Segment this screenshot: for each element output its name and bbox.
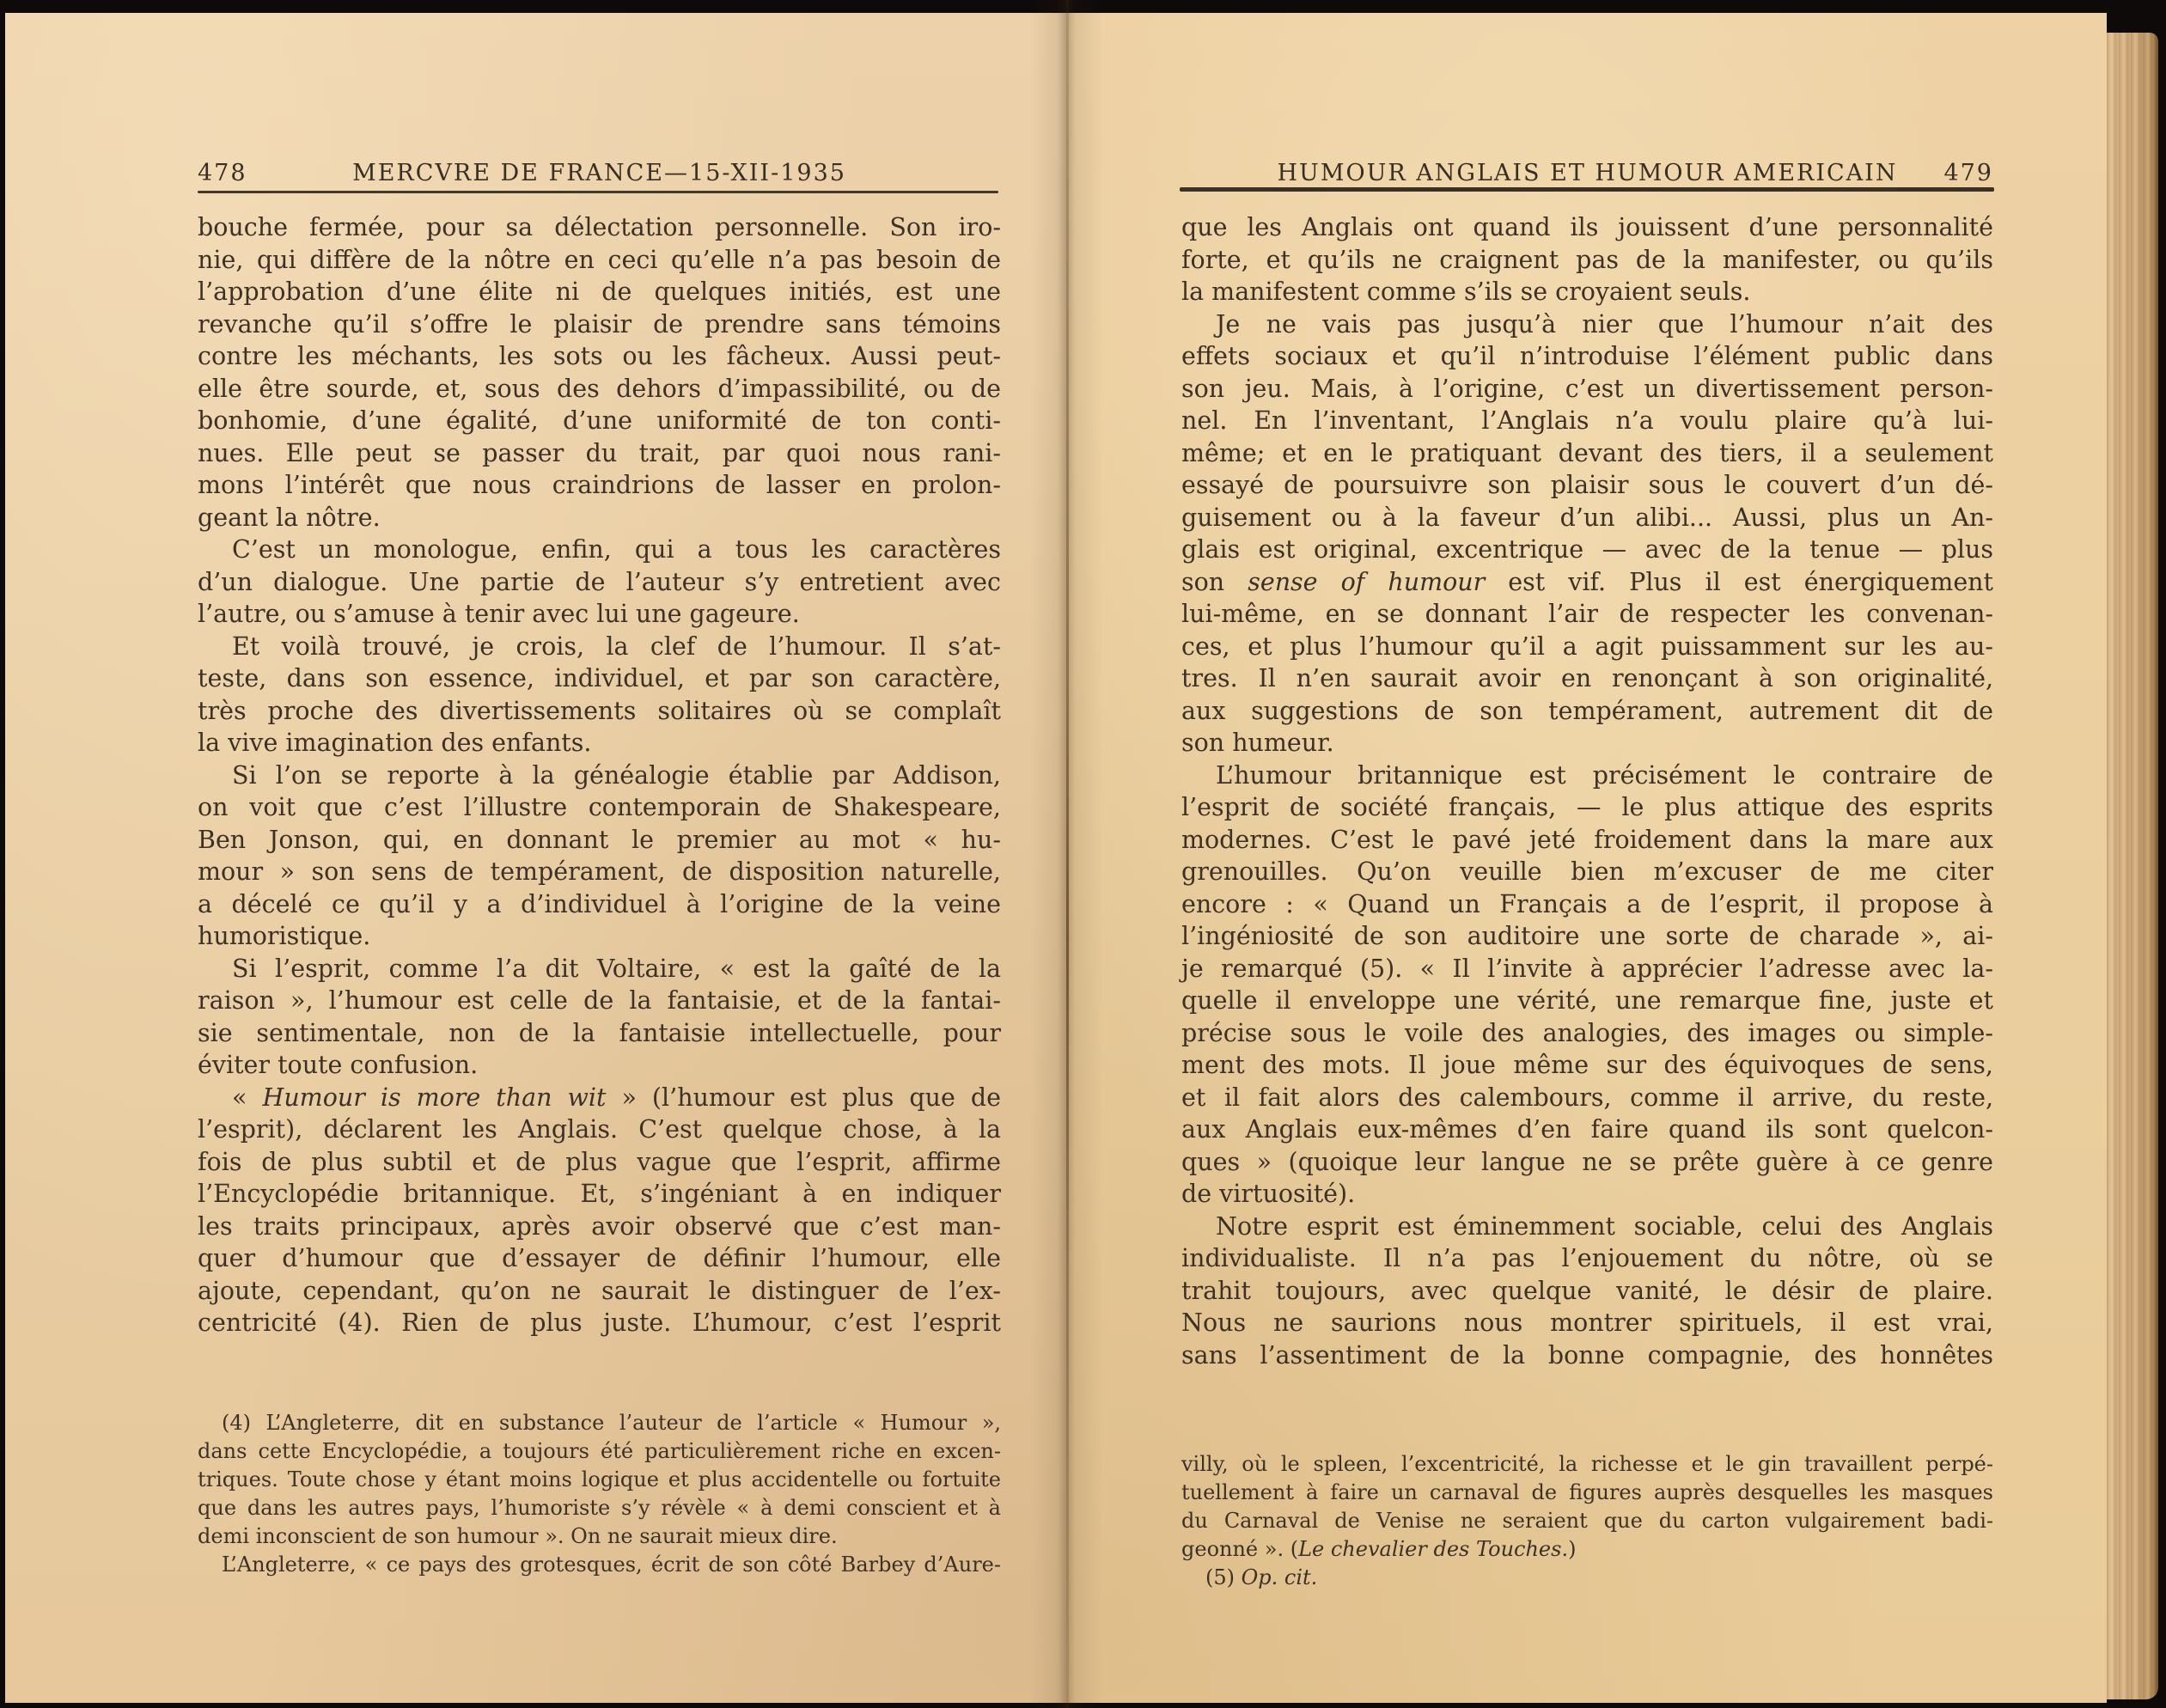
left-header-rule [198, 191, 998, 193]
text-line: encore : « Quand un Français a de l’esprit, il propose à [1181, 889, 1993, 918]
text-line: revanche qu’il s’offre le plaisir de prendre sans témoins [198, 309, 1001, 339]
paragraph [198, 631, 1001, 759]
text-line: l’esprit), déclarent les Anglais. C’est quelque chose, à la [198, 1115, 1001, 1144]
text-line: que les Anglais ont quand ils jouissent d’une personnalité [1181, 213, 1993, 241]
left-page-number: 478 [198, 160, 247, 186]
text-line: et il fait alors des calembours, comme il arrive, du reste, [1181, 1083, 1993, 1112]
text-line: d’un dialogue. Une partie de l’auteur s’y entretient avec [198, 567, 1001, 596]
text-line: guisement ou à la faveur d’un alibi... Aussi, plus un An- [1181, 503, 1993, 532]
paragraph [198, 1082, 1001, 1339]
text-line: quer d’humour que d’essayer de définir l’humour, elle [198, 1244, 1001, 1272]
text-line: Je ne vais pas jusqu’à nier que l’humour n’ait des [1216, 309, 1993, 339]
text-line: glais est original, excentrique — avec de la tenue — plus [1181, 535, 1993, 564]
text-line: (4) L’Angleterre, dit en substance l’auteur de l’article « Humour », [222, 1411, 1001, 1435]
text-line: ajoute, cependant, qu’on ne saurait le distinguer de l’ex- [198, 1276, 1001, 1305]
text-line: lui-même, en se donnant l’air de respecter les convenan- [1181, 600, 1993, 628]
text-line: modernes. C’est le pavé jeté froidement dans la mare aux [1181, 825, 1993, 854]
paragraph [1181, 1564, 1993, 1592]
text-line: ques » (quoique leur langue ne se prête guère à ce genre [1181, 1147, 1993, 1176]
paragraph [198, 1409, 1001, 1551]
text-line: forte, et qu’ils ne craignent pas de la manifester, ou qu’ils [1181, 245, 1993, 274]
text-line: son jeu. Mais, à l’origine, c’est un divertissement person- [1181, 374, 1993, 403]
text-line: individualiste. Il n’a pas l’enjouement du nôtre, où se [1181, 1244, 1993, 1272]
text-line: tuellement à faire un carnaval de figures auprès desquelles les masques [1181, 1480, 1993, 1504]
text-line: très proche des divertissements solitaires où se complaît [198, 696, 1001, 725]
text-line: les traits principaux, après avoir observé que c’est man- [198, 1211, 1001, 1241]
text-line: fois de plus subtil et de plus vague que l’esprit, affirme [198, 1147, 1001, 1176]
text-line: a décelé ce qu’il y a d’individuel à l’origine de la veine [198, 889, 1001, 918]
text-line: geonné ». (Le chevalier des Touches.) [1181, 1537, 1577, 1561]
right-page-number: 479 [1943, 160, 1993, 186]
right-page [1065, 13, 2107, 1703]
text-line: Si l’on se reporte à la généalogie établie par Addison, [232, 760, 1001, 790]
paragraph [1181, 308, 1993, 759]
text-line: (5) Op. cit. [1205, 1565, 1318, 1589]
text-line: centricité (4). Rien de plus juste. L’humour, c’est l’esprit [198, 1308, 1001, 1337]
text-line: que dans les autres pays, l’humoriste s’y révèle « à demi conscient et à [198, 1496, 1001, 1520]
text-line: éviter toute confusion. [198, 1051, 479, 1079]
text-line: l’approbation d’une élite ni de quelques initiés, est une [198, 278, 1001, 306]
text-line: l’ingéniosité de son auditoire une sorte de charade », ai- [1181, 922, 1993, 950]
text-line: triques. Toute chose y étant moins logique et plus accidentelle ou fortuite [198, 1467, 1001, 1491]
text-line: sie sentimentale, non de la fantaisie intellectuelle, pour [198, 1018, 1001, 1047]
text-line: son humeur. [1181, 729, 1334, 757]
paragraph [198, 1551, 1001, 1579]
text-line: dans cette Encyclopédie, a toujours été particulièrement riche en excen- [198, 1439, 1001, 1463]
text-line: demi inconscient de son humour ». On ne saurait mieux dire. [198, 1524, 838, 1548]
text-line: son sense of humour est vif. Plus il est énergiquement [1181, 567, 1993, 596]
text-line: geant la nôtre. [198, 503, 381, 532]
text-line: l’esprit de société français, — le plus attique des esprits [1181, 793, 1993, 821]
text-line: de virtuosité). [1181, 1180, 1356, 1208]
text-line: je remarqué (5). « Il l’invite à apprécier l’adresse avec la- [1181, 954, 1993, 983]
text-line: mour » son sens de tempérament, de disposition naturelle, [198, 857, 1001, 886]
book-fore-edge [2107, 33, 2158, 1699]
text-line: C’est un monologue, enfin, qui a tous les caractères [232, 535, 1001, 564]
text-line: effets sociaux et qu’il n’introduise l’élément public dans [1181, 342, 1993, 370]
text-line: villy, où le spleen, l’excentricité, la richesse et le gin travaillent perpé- [1181, 1452, 1993, 1476]
paragraph [1181, 1450, 1993, 1564]
text-line: nues. Elle peut se passer du trait, par quoi nous rani- [198, 438, 1001, 467]
text-line: mons l’intérêt que nous craindrions de lasser en prolon- [198, 471, 1001, 499]
text-line: on voit que c’est l’illustre contemporain de Shakespeare, [198, 793, 1001, 821]
text-line: l’autre, ou s’amuse à tenir avec lui une gageure. [198, 600, 800, 628]
text-line: grenouilles. Qu’on veuille bien m’excuser de me citer [1181, 857, 1993, 886]
text-line: « Humour is more than wit » (l’humour est plus que de [232, 1083, 1002, 1112]
text-line: Nous ne saurions nous montrer spirituels, il est vrai, [1181, 1308, 1993, 1337]
paragraph [1181, 211, 1993, 308]
text-line: Ben Jonson, qui, en donnant le premier au mot « hu- [198, 825, 1001, 854]
text-line: essayé de poursuivre son plaisir sous le couvert d’un dé- [1181, 471, 1993, 499]
text-line: Notre esprit est éminemment sociable, celui des Anglais [1216, 1211, 1993, 1241]
text-line: l’Encyclopédie britannique. Et, s’ingéniant à en indiquer [198, 1180, 1001, 1208]
text-line: la manifestent comme s’ils se croyaient seuls. [1181, 278, 1751, 306]
text-line: trahit toujours, avec quelque vanité, le désir de plaire. [1181, 1276, 1993, 1305]
paragraph [198, 953, 1001, 1082]
text-line: L’Angleterre, « ce pays des grotesques, écrit de son côté Barbey d’Aure- [222, 1552, 1001, 1577]
text-line: sans l’assentiment de la bonne compagnie, des honnêtes [1181, 1340, 1993, 1369]
text-line: humoristique. [198, 922, 371, 950]
text-line: teste, dans son essence, individuel, et par son caractère, [198, 664, 1001, 692]
right-header-rule [1180, 187, 1994, 192]
text-line: tres. Il n’en saurait avoir en renonçant à son originalité, [1181, 664, 1993, 692]
text-line: raison », l’humour est celle de la fantaisie, et de la fantai- [198, 986, 1001, 1015]
text-line: elle être sourde, et, sous des dehors d’impassibilité, ou de [198, 374, 1001, 403]
paragraph [198, 534, 1001, 631]
text-line: contre les méchants, les sots ou les fâcheux. Aussi peut- [198, 342, 1001, 370]
text-line: L’humour britannique est précisément le contraire de [1216, 760, 1993, 790]
text-line: précise sous le voile des analogies, des images ou simple- [1181, 1018, 1993, 1047]
left-running-title: MERCVRE DE FRANCE—15-XII-1935 [352, 160, 846, 186]
paragraph [1181, 759, 1993, 1211]
right-running-title: HUMOUR ANGLAIS ET HUMOUR AMERICAIN [1277, 160, 1898, 186]
text-line: nie, qui diffère de la nôtre en ceci qu’elle n’a pas besoin de [198, 245, 1001, 274]
text-line: bouche fermée, pour sa délectation personnelle. Son iro- [198, 213, 1001, 241]
text-line: même; et en le pratiquant devant des tiers, il a seulement [1181, 438, 1993, 467]
paragraph [198, 211, 1001, 534]
left-page-body [198, 211, 1001, 1339]
text-line: du Carnaval de Venise ne seraient que du carton vulgairement badi- [1181, 1509, 1993, 1533]
right-page-footnotes [1181, 1450, 1993, 1592]
right-running-head [1181, 159, 1993, 188]
paragraph [1181, 1211, 1993, 1372]
text-line: la vive imagination des enfants. [198, 729, 592, 757]
text-line: bonhomie, d’une égalité, d’une uniformité de ton conti- [198, 406, 1001, 435]
paragraph [198, 759, 1001, 953]
text-line: ces, et plus l’humour qu’il a agit puissamment sur les au- [1181, 631, 1993, 661]
right-page-body [1181, 211, 1993, 1371]
text-line: Si l’esprit, comme l’a dit Voltaire, « est la gaîté de la [232, 954, 1001, 983]
left-page [5, 13, 1065, 1703]
text-line: nel. En l’inventant, l’Anglais n’a voulu plaire qu’à lui- [1181, 406, 1993, 435]
text-line: quelle il enveloppe une vérité, une remarque fine, juste et [1181, 986, 1993, 1015]
left-running-head [198, 159, 1001, 188]
text-line: ment des mots. Il joue même sur des équivoques de sens, [1181, 1051, 1993, 1079]
left-page-footnotes [198, 1409, 1001, 1579]
text-line: aux suggestions de son tempérament, autrement dit de [1181, 696, 1993, 725]
text-line: Et voilà trouvé, je crois, la clef de l’humour. Il s’at- [232, 631, 1001, 661]
text-line: aux Anglais eux-mêmes d’en faire quand ils sont quelcon- [1181, 1115, 1993, 1144]
